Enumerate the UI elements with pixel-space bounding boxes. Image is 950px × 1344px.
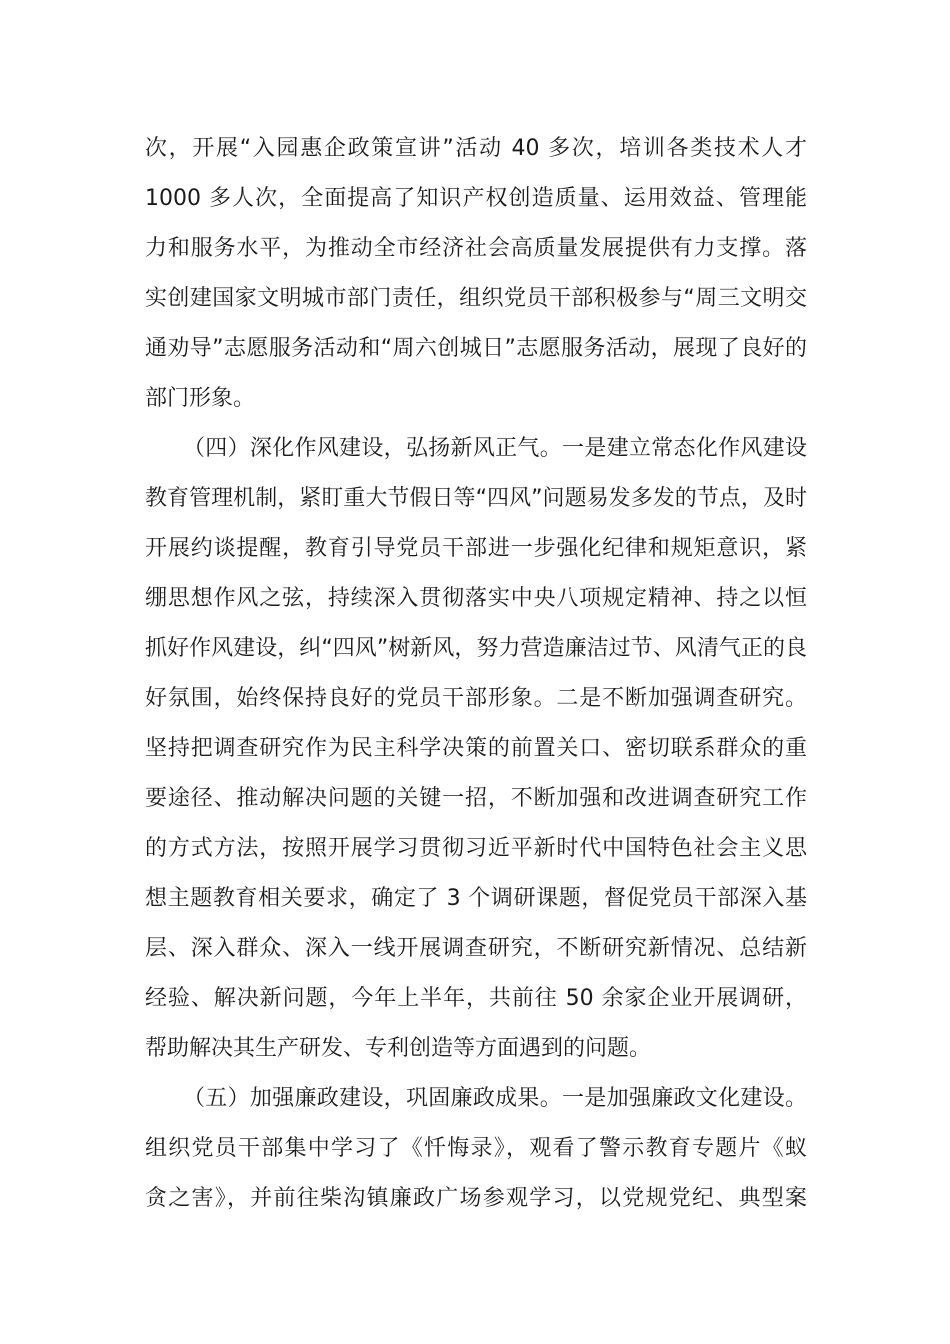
- paragraph-2-line-4: 绷思想作风之弦，持续深入贯彻落实中央八项规定精神、持之以恒: [145, 586, 807, 611]
- paragraph-3-line-3: 贪之害》，并前往柴沟镇廉政广场参观学习，以党规党纪、典型案: [145, 1186, 807, 1211]
- paragraph-2-line-7: 坚持把调查研究作为民主科学决策的前置关口、密切联系群众的重: [145, 736, 807, 761]
- paragraph-2-line-8: 要途径、推动解决问题的关键一招，不断加强和改进调查研究工作: [145, 786, 807, 811]
- paragraph-3: [145, 1074, 807, 1224]
- paragraph-3-line-1: （五）加强廉政建设，巩固廉政成果。一是加强廉政文化建设。: [183, 1086, 807, 1111]
- paragraph-2-line-12: 经验、解决新问题，今年上半年，共前往 50 余家企业开展调研，: [145, 986, 807, 1011]
- paragraph-2-line-2: 教育管理机制，紧盯重大节假日等“四风”问题易发多发的节点，及时: [145, 486, 807, 511]
- paragraph-1-line-3: 力和服务水平，为推动全市经济社会高质量发展提供有力支撑。落: [145, 236, 807, 261]
- paragraph-1: [145, 124, 807, 424]
- paragraph-1-line-2: 1000 多人次，全面提高了知识产权创造质量、运用效益、管理能: [145, 186, 807, 211]
- paragraph-2: [145, 424, 807, 1074]
- paragraph-1-line-5: 通劝导”志愿服务活动和“周六创城日”志愿服务活动，展现了良好的: [145, 336, 807, 361]
- paragraph-2-line-10: 想主题教育相关要求，确定了 3 个调研课题，督促党员干部深入基: [145, 886, 807, 911]
- paragraph-3-line-2: 组织党员干部集中学习了《忏悔录》，观看了警示教育专题片《蚁: [145, 1136, 807, 1161]
- paragraph-1-line-1: 次，开展“入园惠企政策宣讲”活动 40 多次，培训各类技术人才: [145, 136, 807, 161]
- paragraph-2-line-3: 开展约谈提醒，教育引导党员干部进一步强化纪律和规矩意识，紧: [145, 536, 807, 561]
- document-body: [145, 124, 807, 1224]
- paragraph-2-line-5: 抓好作风建设，纠“四风”树新风，努力营造廉洁过节、风清气正的良: [145, 636, 807, 661]
- paragraph-1-line-6: 部门形象。: [145, 386, 256, 411]
- paragraph-2-line-6: 好氛围，始终保持良好的党员干部形象。二是不断加强调查研究。: [145, 686, 807, 711]
- paragraph-2-line-9: 的方式方法，按照开展学习贯彻习近平新时代中国特色社会主义思: [145, 836, 807, 861]
- paragraph-2-line-13: 帮助解决其生产研发、专利创造等方面遇到的问题。: [145, 1036, 652, 1061]
- paragraph-2-line-1: （四）深化作风建设，弘扬新风正气。一是建立常态化作风建设: [183, 436, 807, 461]
- paragraph-1-line-4: 实创建国家文明城市部门责任，组织党员干部积极参与“周三文明交: [145, 286, 807, 311]
- paragraph-2-line-11: 层、深入群众、深入一线开展调查研究，不断研究新情况、总结新: [145, 936, 807, 961]
